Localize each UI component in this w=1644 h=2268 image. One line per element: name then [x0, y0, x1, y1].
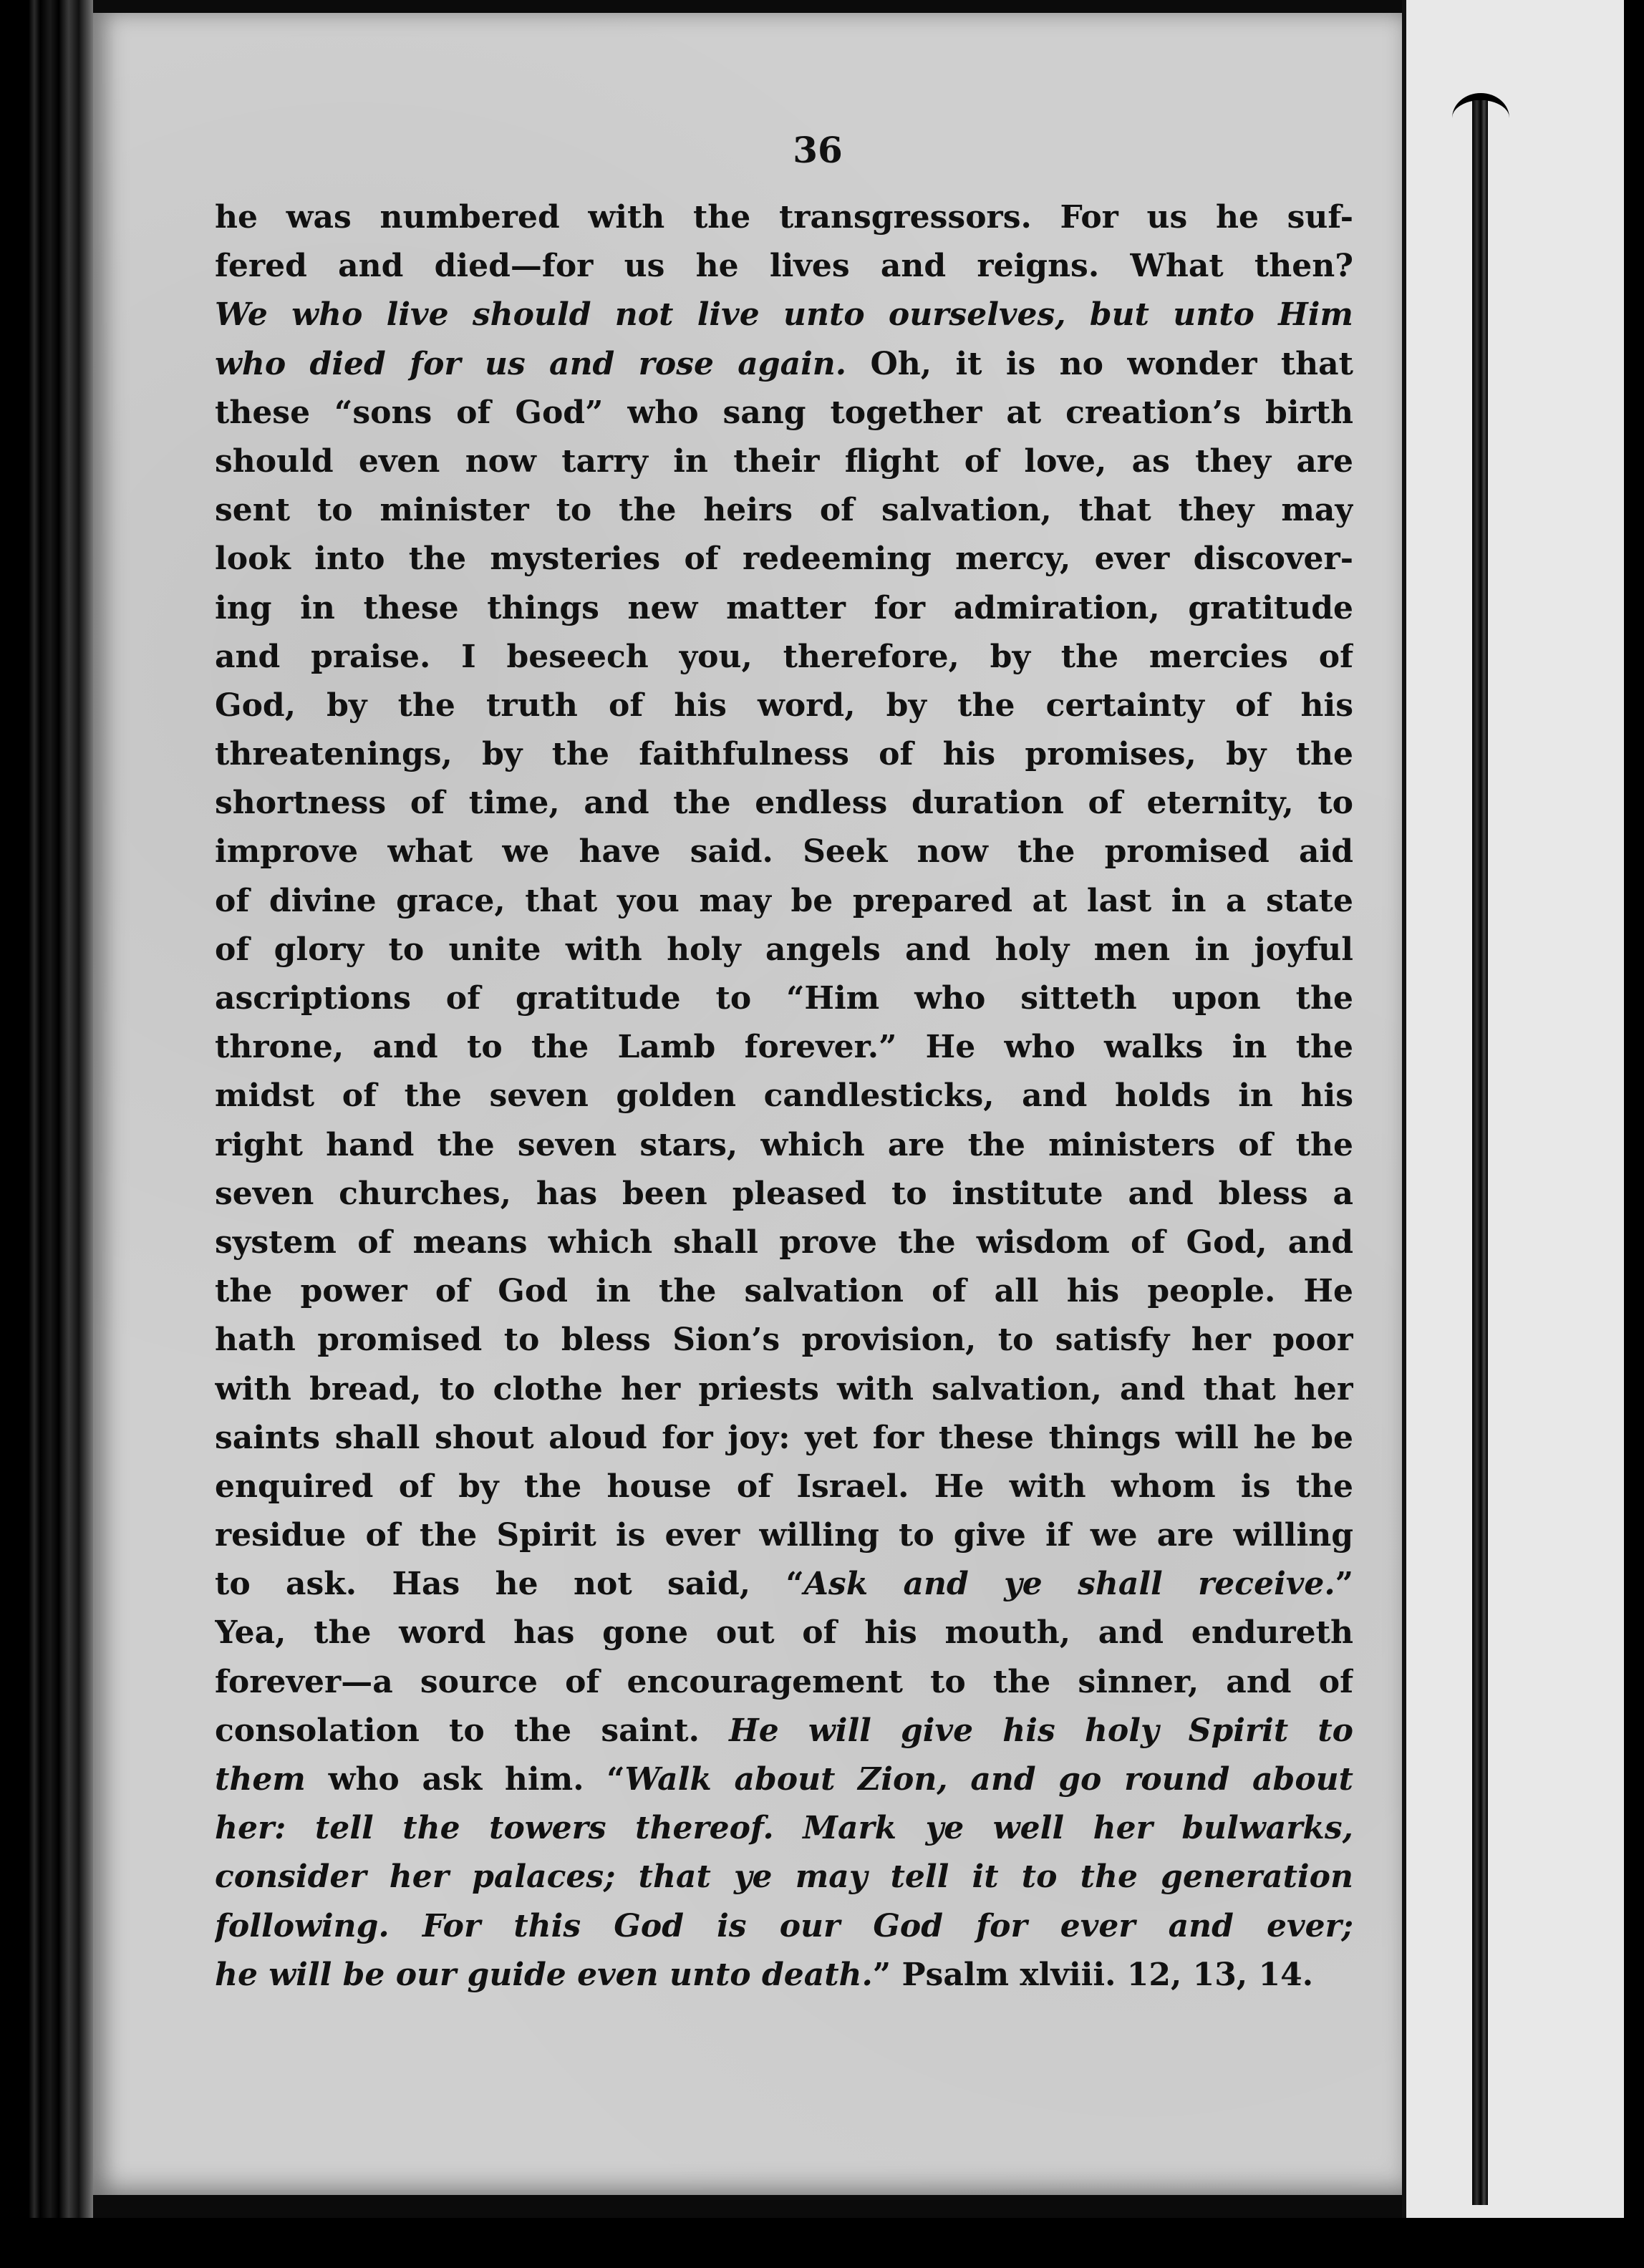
- text-run: of divine grace, that you may be prepared at last in a state: [215, 882, 1353, 919]
- text-run: saints shall shout aloud for joy: yet for these things will he be: [215, 1419, 1353, 1456]
- text-run: residue of the Spirit is ever willing to give if we are willing: [215, 1517, 1353, 1554]
- italic-text-run: them: [215, 1761, 306, 1798]
- text-run: ascriptions of gratitude to “Him who sitteth upon the: [215, 980, 1353, 1017]
- italic-text-run: He will give his holy Spirit to: [729, 1712, 1353, 1749]
- text-line: [215, 1023, 1353, 1072]
- italic-text-run: following. For this God is our God for ever and ever;: [215, 1907, 1353, 1944]
- text-line: [215, 1414, 1353, 1463]
- text-run: these “sons of God” who sang together at creation’s birth: [215, 394, 1353, 431]
- text-run: ”: [1335, 1566, 1353, 1603]
- book-binding-edge: [0, 0, 93, 2268]
- text-line: [215, 389, 1353, 437]
- text-line: [215, 974, 1353, 1023]
- binding-thread: [1472, 100, 1488, 2205]
- text-run: to ask. Has he not said, “: [215, 1566, 804, 1603]
- text-line: [215, 1658, 1353, 1707]
- text-line: [215, 1755, 1353, 1804]
- text-line: [215, 1218, 1353, 1267]
- text-line: [215, 1609, 1353, 1657]
- text-line: [215, 535, 1353, 583]
- text-run: seven churches, has been pleased to institute and bless a: [215, 1175, 1353, 1212]
- text-line: [215, 1853, 1353, 1901]
- text-line: [215, 1121, 1353, 1170]
- text-run: God, by the truth of his word, by the certainty of his: [215, 687, 1353, 724]
- text-line: [215, 1902, 1353, 1951]
- text-line: [215, 1804, 1353, 1853]
- text-line: [215, 340, 1353, 389]
- text-line: [215, 1365, 1353, 1414]
- text-run: threatenings, by the faithfulness of his promises, by the: [215, 736, 1353, 773]
- text-run: of glory to unite with holy angels and holy men in joyful: [215, 931, 1353, 968]
- text-line: [215, 1707, 1353, 1755]
- text-run: system of means which shall prove the wisdom of God, and: [215, 1223, 1353, 1261]
- text-run: throne, and to the Lamb forever.” He who walks in the: [215, 1029, 1353, 1066]
- italic-text-run: Walk about Zion, and go round about: [624, 1761, 1353, 1798]
- text-line: [215, 633, 1353, 682]
- text-line: [215, 779, 1353, 828]
- text-line: [215, 193, 1353, 242]
- text-run: he was numbered with the transgressors. For us he suf-: [215, 199, 1353, 236]
- italic-text-run: We who live should not live unto ourselves, but unto Him: [215, 296, 1353, 334]
- text-run: who ask him. “: [305, 1761, 625, 1798]
- text-line: [215, 1316, 1353, 1365]
- italic-text-run: consider her palaces; that ye may tell it to the generation: [215, 1858, 1353, 1896]
- text-run: the power of God in the salvation of all his people. He: [215, 1273, 1353, 1310]
- text-line: [215, 1072, 1353, 1120]
- italic-text-run: he will be our guide even unto death.: [215, 1956, 873, 1993]
- text-run: enquired of by the house of Israel. He with whom is the: [215, 1468, 1353, 1505]
- text-line: [215, 584, 1353, 633]
- text-run: Yea, the word has gone out of his mouth, and endureth: [215, 1614, 1353, 1652]
- text-line: [215, 486, 1353, 535]
- scan-border-bottom: [0, 2218, 1644, 2268]
- text-line: [215, 291, 1353, 339]
- text-run: look into the mysteries of redeeming mercy, ever discover-: [215, 541, 1353, 578]
- italic-text-run: who died for us and rose again.: [215, 345, 847, 382]
- text-run: should even now tarry in their flight of love, as they are: [215, 442, 1353, 480]
- text-run: fered and died—for us he lives and reigns. What then?: [215, 248, 1353, 285]
- text-run: shortness of time, and the endless duration of eternity, to: [215, 785, 1353, 822]
- italic-text-run: Ask and ye shall receive.: [803, 1566, 1335, 1603]
- text-line: [215, 242, 1353, 291]
- text-line: [215, 1267, 1353, 1316]
- page-gutter-line: [1402, 0, 1406, 2219]
- text-line: [215, 730, 1353, 779]
- text-run: and praise. I beseech you, therefore, by the mercies of: [215, 638, 1353, 675]
- text-line: [215, 682, 1353, 730]
- adjacent-page-edge: [1402, 0, 1624, 2219]
- page-number: 36: [793, 129, 843, 171]
- text-run: midst of the seven golden candlesticks, and holds in his: [215, 1077, 1353, 1115]
- text-run: Oh, it is no wonder that: [846, 345, 1353, 382]
- text-run: with bread, to clothe her priests with salvation, and that her: [215, 1370, 1353, 1407]
- text-line: [215, 1511, 1353, 1560]
- text-run: consolation to the saint.: [215, 1712, 730, 1749]
- text-run: ing in these things new matter for admiration, gratitude: [215, 589, 1353, 626]
- italic-text-run: her: tell the towers thereof. Mark ye well her bulwarks,: [215, 1810, 1353, 1847]
- text-line: [215, 1463, 1353, 1511]
- text-run: improve what we have said. Seek now the promised aid: [215, 833, 1353, 871]
- text-run: ” Psalm xlviii. 12, 13, 14.: [872, 1956, 1314, 1993]
- body-text: [215, 193, 1353, 2000]
- text-line: [215, 1560, 1353, 1609]
- scan-border-right: [1624, 0, 1644, 2268]
- text-line: [215, 437, 1353, 486]
- text-line: [215, 1170, 1353, 1218]
- text-line: [215, 828, 1353, 876]
- text-run: right hand the seven stars, which are the ministers of the: [215, 1126, 1353, 1163]
- text-run: sent to minister to the heirs of salvation, that they may: [215, 492, 1353, 529]
- text-line: [215, 926, 1353, 974]
- text-line: [215, 877, 1353, 926]
- text-run: forever—a source of encouragement to the sinner, and of: [215, 1663, 1353, 1700]
- text-run: hath promised to bless Sion’s provision, to satisfy her poor: [215, 1322, 1353, 1359]
- text-line: [215, 1951, 1353, 2000]
